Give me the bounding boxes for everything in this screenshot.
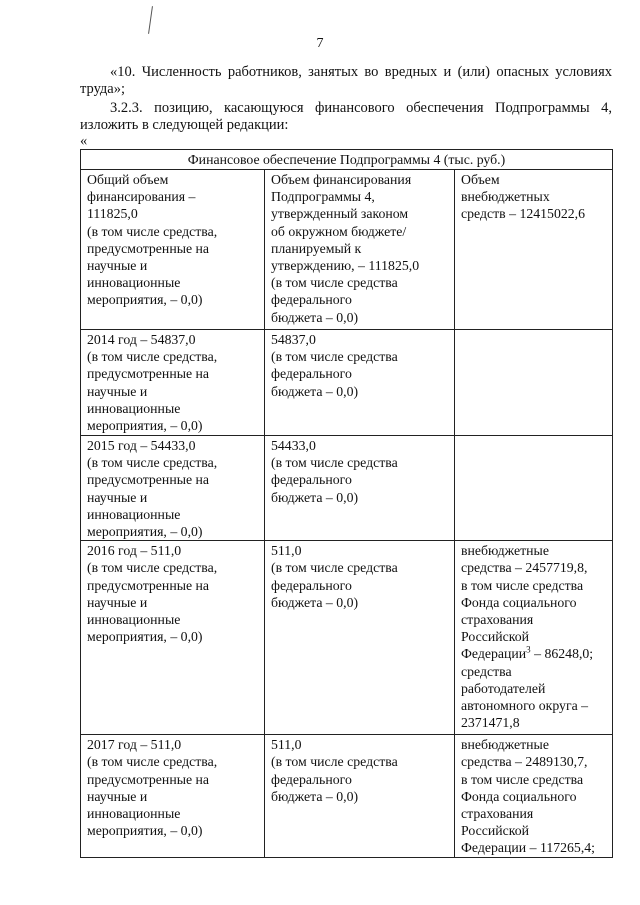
- page-number: 7: [316, 36, 324, 51]
- cell-line: федерального: [271, 366, 352, 382]
- cell-line: предусмотренные на: [87, 771, 210, 787]
- cell-line: мероприятия, – 0,0): [87, 823, 203, 839]
- table-row: [81, 735, 613, 857]
- cell-line: инновационные: [87, 806, 181, 822]
- total-funding-cell: [81, 170, 265, 330]
- cell-line: предусмотренные на: [87, 577, 210, 593]
- cell-line: Фонда социального: [461, 788, 577, 804]
- cell-line: в том числе средства: [461, 577, 584, 593]
- cell-line: (в том числе средства,: [87, 455, 218, 471]
- cell-line: средства – 2489130,7,: [461, 754, 588, 770]
- year-2014-extrabudgetary-cell: [455, 330, 613, 436]
- cell-line: научные и: [87, 594, 148, 610]
- cell-line: мероприятия, – 0,0): [87, 524, 203, 540]
- cell-line: Объем: [461, 172, 500, 187]
- year-2016-extrabudgetary-cell: [455, 541, 613, 735]
- cell-line: (в том числе средства: [271, 275, 398, 291]
- extrabudgetary-cell: [455, 170, 613, 330]
- cell-line: 2015 год – 54433,0: [87, 438, 196, 453]
- cell-line: Фонда социального: [461, 594, 577, 610]
- cell-line: (в том числе средства: [271, 754, 398, 770]
- cell-line: 2014 год – 54837,0: [87, 332, 196, 347]
- cell-line: инновационные: [87, 506, 181, 522]
- footnote-line-prefix: Федерации: [461, 646, 527, 662]
- cell-line: Российской: [461, 629, 529, 645]
- year-2015-subprogram-cell: [265, 436, 455, 541]
- cell-line: планируемый к: [271, 240, 362, 256]
- cell-line: 54837,0: [271, 332, 316, 347]
- cell-line: (в том числе средства,: [87, 349, 218, 365]
- table-row: [81, 170, 613, 330]
- footnote-line: [461, 645, 608, 662]
- cell-line: внебюджетные: [461, 543, 549, 559]
- cell-line: Российской: [461, 823, 529, 839]
- cell-line: Общий объем: [87, 172, 169, 187]
- cell-line: бюджета – 0,0): [271, 594, 359, 610]
- cell-line: (в том числе средства,: [87, 560, 218, 576]
- cell-line: 2017 год – 511,0: [87, 737, 182, 753]
- cell-line: предусмотренные на: [87, 366, 210, 382]
- cell-line: об окружном бюджете/: [271, 223, 407, 239]
- cell-line: утвержденный законом: [271, 206, 409, 222]
- cell-line: (в том числе средства: [271, 349, 398, 365]
- year-2014-subprogram-cell: [265, 330, 455, 436]
- cell-line: федерального: [271, 771, 352, 787]
- cell-line: в том числе средства: [461, 771, 584, 787]
- year-2017-extrabudgetary-cell: [455, 735, 613, 857]
- cell-line: утверждению, – 111825,0: [271, 258, 420, 274]
- cell-line: Объем финансирования: [271, 172, 412, 187]
- cell-line: бюджета – 0,0): [271, 309, 359, 325]
- year-2016-subprogram-cell: [265, 541, 455, 735]
- cell-line: мероприятия, – 0,0): [87, 292, 203, 308]
- cell-line: работодателей: [461, 680, 546, 696]
- cell-line: 511,0: [271, 737, 302, 753]
- year-2015-total-cell: [81, 436, 265, 541]
- cell-line: Федерации – 117265,4;: [461, 840, 596, 856]
- cell-line: инновационные: [87, 612, 181, 628]
- year-2017-subprogram-cell: [265, 735, 455, 857]
- table-row: [81, 436, 613, 541]
- cell-line: предусмотренные на: [87, 240, 210, 256]
- cell-line: 2016 год – 511,0: [87, 543, 182, 559]
- table-row: [81, 330, 613, 436]
- cell-line: инновационные: [87, 400, 181, 416]
- cell-line: (в том числе средства,: [87, 754, 218, 770]
- cell-line: бюджета – 0,0): [271, 788, 359, 804]
- cell-line: федерального: [271, 577, 352, 593]
- cell-line: бюджета – 0,0): [271, 383, 359, 399]
- cell-line: предусмотренные на: [87, 472, 210, 488]
- cell-line: финансирования –: [87, 189, 196, 205]
- year-2015-extrabudgetary-cell: [455, 436, 613, 541]
- table-row: [81, 541, 613, 735]
- cell-line: средства – 2457719,8,: [461, 560, 588, 576]
- year-2014-total-cell: [81, 330, 265, 436]
- cell-line: средств – 12415022,6: [461, 206, 585, 222]
- table-caption: Финансовое обеспечение Подпрограммы 4 (тыс. руб.): [81, 150, 613, 170]
- financing-table: [80, 149, 613, 858]
- cell-line: внебюджетных: [461, 189, 550, 205]
- cell-line: мероприятия, – 0,0): [87, 418, 203, 434]
- cell-line: Подпрограммы 4,: [271, 189, 375, 205]
- cell-line: инновационные: [87, 275, 181, 291]
- opening-quote: «: [80, 133, 88, 149]
- cell-line: бюджета – 0,0): [271, 489, 359, 505]
- cell-line: научные и: [87, 383, 148, 399]
- cell-line: мероприятия, – 0,0): [87, 629, 203, 645]
- cell-line: (в том числе средства,: [87, 223, 218, 239]
- year-2016-total-cell: [81, 541, 265, 735]
- cell-line: 2371471,8: [461, 715, 520, 731]
- cell-line: 54433,0: [271, 438, 316, 453]
- cell-line: (в том числе средства: [271, 455, 398, 471]
- paragraph-item-10: «10. Численность работников, занятых во вредных и (или) опасных условиях труда»;: [80, 64, 612, 97]
- cell-line: страхования: [461, 612, 534, 628]
- paragraph-3-2-3: 3.2.3. позицию, касающуюся финансового обеспечения Подпрограммы 4, изложить в следующей редакции:: [80, 100, 612, 133]
- subprogram-funding-cell: [265, 170, 455, 330]
- cell-line: научные и: [87, 258, 148, 274]
- cell-line: (в том числе средства: [271, 560, 398, 576]
- footnote-ref: 3: [526, 644, 531, 655]
- cell-line: автономного округа –: [461, 698, 589, 714]
- cell-line: страхования: [461, 806, 534, 822]
- footnote-line-suffix: – 86248,0;: [530, 646, 594, 662]
- scan-mark: [148, 6, 153, 34]
- cell-line: средства: [461, 663, 512, 679]
- cell-line: научные и: [87, 489, 148, 505]
- cell-line: внебюджетные: [461, 737, 549, 753]
- cell-line: 511,0: [271, 543, 302, 559]
- cell-line: федерального: [271, 472, 352, 488]
- year-2017-total-cell: [81, 735, 265, 857]
- cell-line: 111825,0: [87, 206, 138, 222]
- cell-line: научные и: [87, 788, 148, 804]
- cell-line: федерального: [271, 292, 352, 308]
